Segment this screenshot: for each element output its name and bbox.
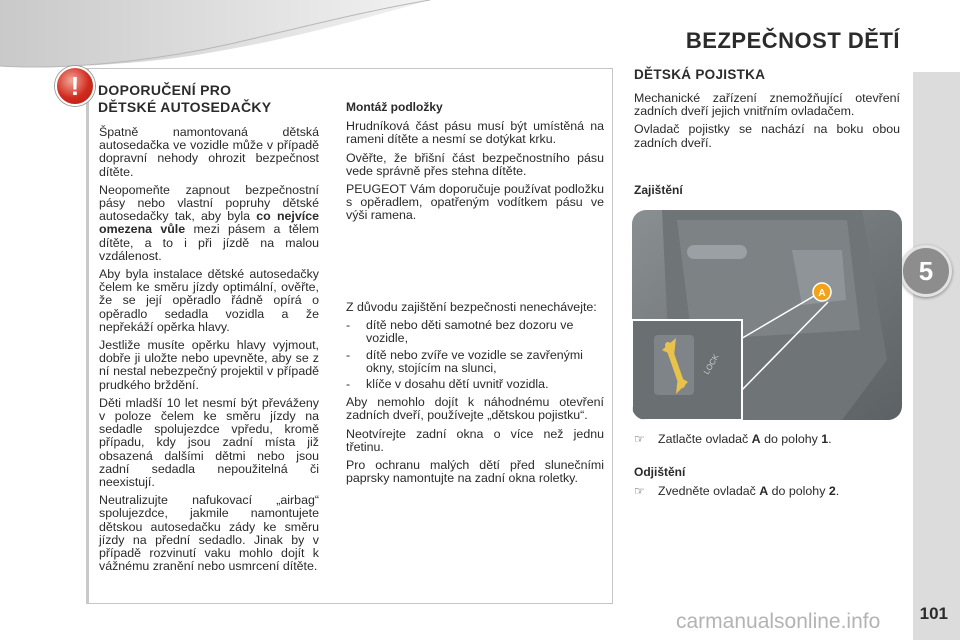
photo-label-a: A [818, 288, 826, 299]
child-lock-paragraph: Mechanické zařízení znemožňující otevření zadních dveří jejich vnitřním ovladačem. [634, 91, 900, 119]
control-letter: A [759, 484, 769, 498]
dash-bullet: - [346, 377, 351, 392]
middle-paragraph: Pro ochranu malých dětí před slunečními paprsky namontujte na zadní okna roletky. [346, 458, 604, 486]
chapter-sidebar [913, 72, 960, 640]
middle-paragraph: Neotvírejte zadní okna o více než jednu třetinu. [346, 426, 604, 454]
position-number: 1 [821, 432, 829, 446]
warning-middle-column-top [346, 101, 604, 228]
page-number: 101 [919, 604, 948, 623]
page-title: BEZPEČNOST DĚTÍ [685, 28, 900, 53]
text-run: do polohy [760, 432, 822, 446]
list-item-text: dítě nebo zvíře ve vozidle se zavřenými okny, stojícím na slunci, [366, 347, 583, 375]
position-number: 2 [828, 484, 836, 498]
warning-title [98, 82, 338, 116]
warning-middle-column-bottom [346, 301, 604, 490]
warning-paragraph: Špatně namontovaná dětská autosedačka ve vozidle může v případě dopravní nehody ohrozit bezpečnost dítěte. [99, 125, 319, 179]
dash-bullet: - [346, 347, 351, 362]
list-item [346, 349, 604, 375]
warning-title-line1: DOPORUČENÍ PRO [98, 82, 232, 98]
middle-paragraph: Ověřte, že břišní část bezpečnostního pásu vede správně přes stehna dítěte. [346, 150, 604, 178]
text-run: . [828, 432, 832, 446]
text-run: Zvedněte ovladač [658, 484, 760, 498]
child-lock-title: DĚTSKÁ POJISTKA [634, 67, 766, 82]
list-item-text: klíče v dosahu dětí uvnitř vozidla. [366, 377, 549, 392]
child-lock-intro [634, 92, 900, 155]
door-lock-photo [632, 210, 902, 420]
text-run: do polohy [768, 484, 829, 498]
list-item [346, 319, 604, 345]
warning-left-column [99, 126, 319, 579]
child-lock-paragraph: Ovladač pojistky se nachází na boku obou zadních dveří. [634, 122, 900, 150]
middle-paragraph: Z důvodu zajištění bezpečnosti nenechávejte: [346, 300, 597, 314]
warning-paragraph: Neutralizujte nafukovací „airbag“ spolujezdce, jakmile namontujete dětskou autosedačku zády ke směru jízdy na přední sedadlo. Jinak by v případě rozvinutí vaku mohlo dojít k vážnému zranění nebo usmrcení dítěte. [99, 493, 319, 574]
hand-pointer-icon: ☞ [634, 484, 645, 498]
text-run: . [835, 484, 840, 498]
warning-title-line2: DĚTSKÉ AUTOSEDAČKY [98, 99, 272, 115]
dash-bullet: - [346, 318, 351, 333]
middle-paragraph: Aby nemohlo dojít k náhodnému otevření zadních dveří, používejte „dětskou pojistku“. [346, 395, 604, 423]
warning-paragraph: Děti mladší 10 let nesmí být převáženy v poloze čelem ke směru jízdy na sedadle spolujezdce vpředu, kromě případu, kdy jsou zadní místa již obsazená dalšími dětmi nebo jsou zadní sedadla nepoužitelná či neexistují. [99, 395, 319, 490]
watermark: carmanualsonline.info [676, 610, 881, 633]
unlock-heading: Odjištění [634, 465, 686, 479]
list-item-text: dítě nebo děti samotné bez dozoru ve vozidle, [366, 318, 574, 346]
lock-instruction [634, 432, 832, 446]
middle-paragraph: Hrudníková část pásu musí být umístěná na rameni dítěte a nesmí se dotýkat krku. [346, 119, 604, 147]
middle-paragraph: PEUGEOT Vám doporučuje používat podložku s opěradlem, opatřeným vodítkem pásu ve výši ramena. [346, 182, 604, 223]
warning-paragraph [99, 184, 319, 263]
hand-pointer-icon: ☞ [634, 432, 645, 446]
warning-icon: ! [55, 66, 95, 106]
lock-marking: LOCK [701, 352, 721, 376]
lock-heading: Zajištění [634, 183, 683, 197]
list-item [346, 378, 604, 391]
text-run: mezi pásem a tělem dítěte, a to i při jízdě na malou vzdálenost. [99, 222, 320, 263]
control-letter: A [751, 432, 761, 446]
text-run: Neopomeňte zapnout bezpečnostní pásy nebo vlastní popruhy dětské autosedačky tak, aby byla [99, 182, 319, 224]
emphasis: co nejvíce omezena vůle [99, 209, 319, 237]
safety-list [346, 319, 604, 391]
text-run: Zatlačte ovladač [658, 432, 752, 446]
unlock-instruction [634, 484, 839, 498]
warning-paragraph: Jestliže musíte opěrku hlavy vyjmout, dobře ji uložte nebo upevněte, aby se z ní nestal nebezpečný projektil v případě prudkého brždění. [99, 338, 319, 392]
booster-subtitle: Montáž podložky [346, 100, 443, 114]
chapter-tab[interactable]: 5 [900, 245, 952, 297]
warning-paragraph: Aby byla instalace dětské autosedačky čelem ke směru jízdy optimální, ověřte, že se její opěradlo řádně opírá o opěradlo sedadla vozidla a že nepřekáží opěrka hlavy. [99, 267, 319, 334]
